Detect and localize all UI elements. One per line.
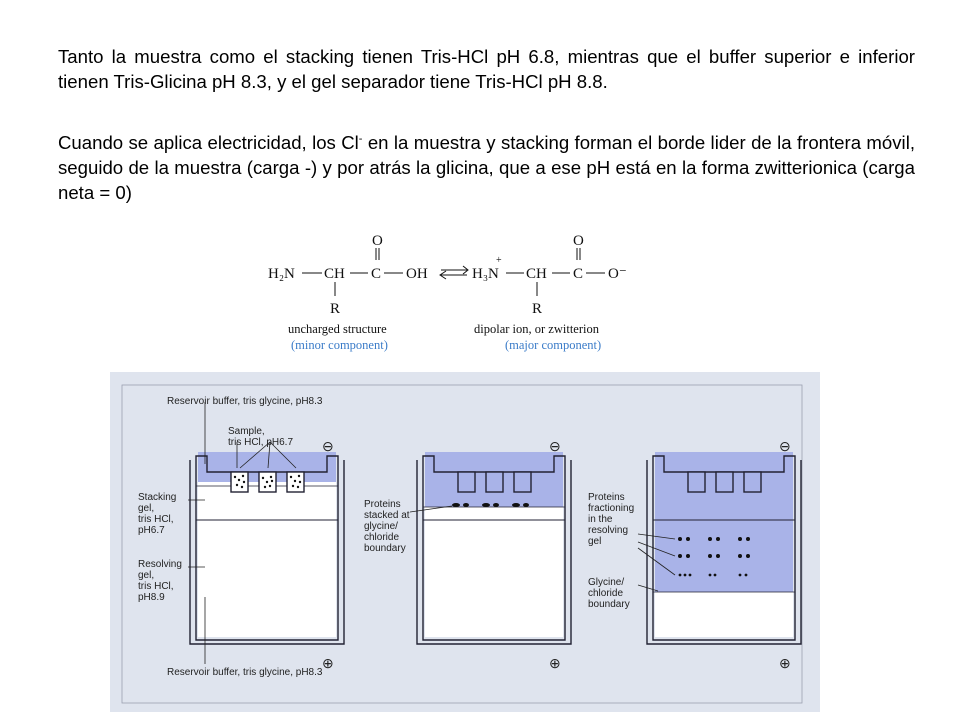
positive-electrode-icon-2: ⊕ — [549, 655, 561, 671]
equilibrium-arrows-icon — [440, 266, 468, 279]
left-subcaption: (minor component) — [291, 338, 388, 352]
apparatus-3 — [647, 452, 801, 644]
right-plus: + — [496, 255, 502, 266]
boundary-label-line-2: chloride — [588, 588, 624, 599]
left-ch: CH — [324, 266, 345, 282]
right-h3n: H₃N — [472, 266, 499, 282]
positive-electrode-icon-1: ⊕ — [322, 655, 334, 671]
stacked-label-line-4: chloride — [364, 532, 400, 543]
fractioning-label-line-2: fractioning — [588, 503, 635, 514]
electricity-paragraph — [58, 130, 915, 205]
positive-electrode-icon-3: ⊕ — [779, 655, 791, 671]
right-r: R — [532, 301, 543, 317]
resolving-label-line-1: Resolving — [138, 559, 182, 570]
intro-paragraph: Tanto la muestra como el stacking tienen Tris-HCl pH 6.8, mientras que el buffer superior e inferior tienen Tris-Glicina pH 8.3, y el gel separador tiene Tris-HCl pH 8.8. — [58, 46, 915, 92]
electrophoresis-figure — [110, 372, 820, 712]
stacking-label-line-2: gel, — [138, 503, 155, 514]
stacking-label-line-3: tris HCl, — [138, 514, 174, 525]
fractioning-label-line-5: gel — [588, 536, 602, 547]
apparatus-2 — [417, 452, 571, 644]
left-oh: OH — [406, 266, 428, 282]
stacking-label-line-4: pH6.7 — [138, 525, 165, 536]
resolving-label-line-2: gel, — [138, 570, 155, 581]
sample-label-line-1: Sample, — [228, 426, 265, 437]
boundary-label-line-3: boundary — [588, 599, 630, 610]
stacked-label-line-1: Proteins — [364, 499, 401, 510]
right-ch: CH — [526, 266, 547, 282]
left-caption: uncharged structure — [288, 322, 387, 336]
stacking-label-line-1: Stacking — [138, 492, 177, 503]
chloride-charge-superscript: - — [358, 133, 363, 145]
reservoir-bottom-label: Reservoir buffer, tris glycine, pH8.3 — [167, 667, 323, 678]
stacked-label-line-2: stacked at — [364, 510, 410, 521]
left-c: C — [371, 266, 382, 282]
negative-electrode-icon-1: ⊖ — [322, 438, 334, 454]
negative-electrode-icon-2: ⊖ — [549, 438, 561, 454]
left-o-top: O — [372, 233, 383, 249]
reservoir-top-label: Reservoir buffer, tris glycine, pH8.3 — [167, 396, 323, 407]
left-r: R — [330, 301, 341, 317]
stacked-label-line-5: boundary — [364, 543, 406, 554]
right-c: C — [573, 266, 584, 282]
right-subcaption: (major component) — [505, 338, 602, 352]
electricity-text-end: en la muestra y stacking forman el borde lider de la frontera móvil, seguido de la muestra (carga -) y por atrás la glicina, que a ese pH está en la forma zwitterionica (carga neta = 0) — [58, 132, 915, 203]
right-caption: dipolar ion, or zwitterion — [474, 322, 599, 336]
boundary-label-line-1: Glycine/ — [588, 577, 625, 588]
electricity-text-start: Cuando se aplica electricidad, los Cl — [58, 132, 359, 153]
stacked-label-line-3: glycine/ — [364, 521, 398, 532]
glycine-equilibrium-diagram — [260, 226, 660, 366]
negative-electrode-icon-3: ⊖ — [779, 438, 791, 454]
resolving-label-line-4: pH8.9 — [138, 592, 165, 603]
right-o-top: O — [573, 233, 584, 249]
fractioning-label-line-4: resolving — [588, 525, 629, 536]
right-o-minus: O⁻ — [608, 266, 627, 282]
left-h2n: H₂N — [268, 266, 295, 282]
fractioning-label-line-3: in the — [588, 514, 613, 525]
fractioning-label-line-1: Proteins — [588, 492, 625, 503]
resolving-label-line-3: tris HCl, — [138, 581, 174, 592]
sample-label-line-2: tris HCl, pH6.7 — [228, 437, 294, 448]
apparatus-1 — [190, 452, 344, 644]
